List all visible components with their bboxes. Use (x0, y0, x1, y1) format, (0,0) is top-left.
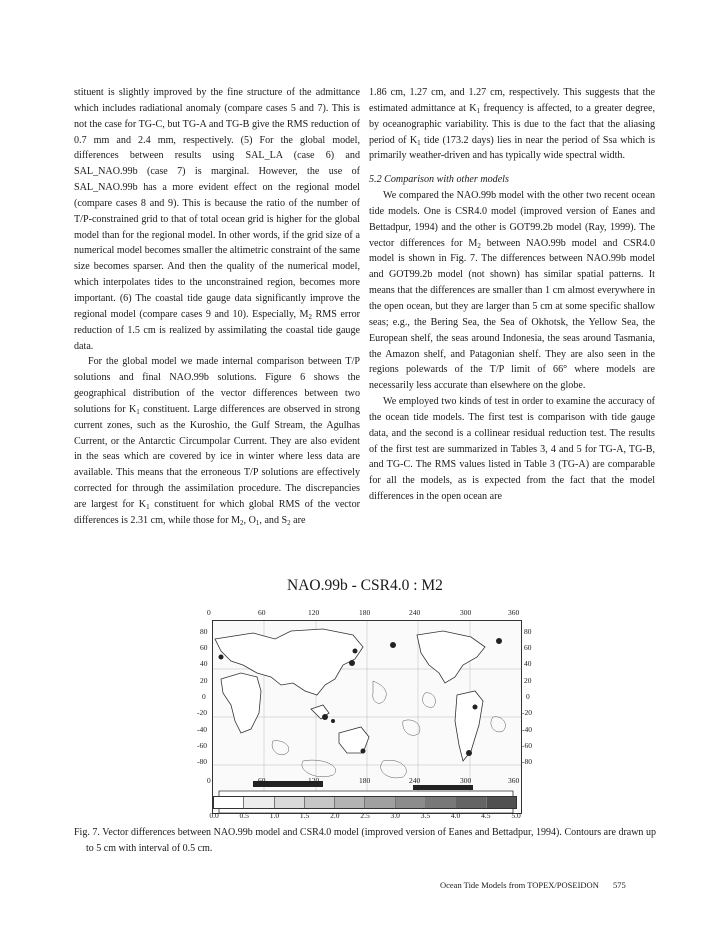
page-number: 575 (612, 880, 626, 890)
left-p2-f: are (290, 514, 306, 526)
subscript: 1 (255, 518, 260, 527)
colorbar-cell (244, 797, 274, 808)
colorbar-tick-label: 4.5 (481, 811, 491, 820)
subscript: 1 (476, 106, 481, 115)
colorbar-cell (365, 797, 395, 808)
lat-tick-right: 0 (526, 692, 530, 701)
colorbar-tick-label: 1.5 (299, 811, 310, 820)
lat-tick-right: 60 (524, 643, 532, 652)
colorbar (213, 796, 517, 809)
right-paragraph-2 (369, 188, 655, 394)
colorbar-cell (214, 797, 244, 808)
lat-tick-right: -60 (522, 741, 532, 750)
lon-tick-top: 240 (409, 608, 421, 617)
right-paragraph-1 (369, 85, 655, 164)
figure-title: NAO.99b - CSR4.0 : M2 (287, 577, 443, 594)
colorbar-tick-label: 5.0 (511, 811, 521, 820)
subscript: 2 (287, 518, 291, 527)
left-p2-b: constituent. Large differences are observed in strong current zones, such as the Kuroshio, the Gulf Stream, the Agulhas Current, or the Antarctic Circumpolar Current. They are also evident in the seas which are covered by ice in winter where less data are available. This means that the erroneous T/P solutions are effectively corrected for through the assimilation procedure. The discrepancies are largest for K (74, 403, 361, 510)
left-column (74, 85, 360, 529)
lat-tick-left: 20 (200, 676, 208, 685)
section-heading: 5.2 Comparison with other models (369, 174, 509, 186)
colorbar-cell (275, 797, 305, 808)
lat-tick-left: 80 (200, 627, 208, 636)
lat-tick-right: 80 (524, 627, 532, 636)
running-title: Ocean Tide Models from TOPEX/POSEIDON (440, 880, 599, 890)
subscript: 1 (417, 138, 421, 147)
lon-tick-top: 360 (508, 608, 520, 617)
right-column (369, 85, 655, 505)
right-p1-b: frequency is affected, to a greater degree, by oceanographic variability. This is due to the fact that the aliasing period of K (369, 102, 655, 146)
lat-tick-right: -80 (522, 757, 532, 766)
lat-tick-left: -60 (197, 741, 207, 750)
left-p1-end: RMS error reduction of 1.5 cm is realized by assimilating the coastal tide gauge data. (74, 308, 361, 352)
left-paragraph-1 (74, 85, 360, 354)
colorbar-cell (396, 797, 426, 808)
lat-tick-left: -80 (197, 757, 207, 766)
lat-tick-left: 60 (200, 643, 208, 652)
lon-tick-top: 120 (308, 608, 320, 617)
colorbar-tick-label: 2.5 (360, 811, 370, 820)
lon-tick-bottom: 240 (409, 776, 421, 785)
lon-tick-bottom: 300 (460, 776, 472, 785)
page-footer (440, 880, 626, 890)
colorbar-tick-label: 3.0 (390, 811, 400, 820)
left-paragraph-2 (74, 354, 360, 528)
lon-tick-bottom: 120 (308, 776, 320, 785)
right-p1-c: tide (173.2 days) lies in near the period of Ssa which is primarily weather-driven and has typically wide spectral width. (369, 134, 655, 162)
subscript: 1 (146, 502, 150, 511)
colorbar-tick-label: 0.0 (209, 811, 219, 820)
lon-tick-top: 60 (258, 608, 266, 617)
left-p2-c: constituent for which global RMS of the vector differences is 2.31 cm, while those for M (74, 498, 360, 526)
subscript: 2 (240, 518, 244, 527)
lon-tick-bottom: 0 (207, 776, 211, 785)
lon-tick-top: 0 (207, 608, 211, 617)
colorbar-cell (426, 797, 456, 808)
figure-caption: Fig. 7. Vector differences between NAO.99b model and CSR4.0 model (improved version of Eanes and Bettadpur, 1994). Contours are drawn up to 5 cm with interval of 0.5 cm. (74, 827, 656, 854)
lat-tick-right: -20 (522, 708, 532, 717)
figure-7 (194, 577, 536, 827)
right-p1-a: 1.86 cm, 1.27 cm, and 1.27 cm, respectively. This suggests that the estimated admittance at K (369, 87, 655, 114)
right-paragraph-3: We employed two kinds of test in order to examine the accuracy of the ocean tide models. The first test is comparison with tide gauge data, and the second is a collinear residual reduction test. The results of the first test are summarized in Tables 3, 4 and 5 for TG-A, TG-B, and TG-C. The RMS values listed in Table 3 (TG-A) are comparable for all the models, as is expected from the fact that the model differences in the open ocean are (369, 396, 655, 503)
lon-tick-bottom: 180 (359, 776, 371, 785)
colorbar-cell (305, 797, 335, 808)
colorbar-tick-label: 0.5 (239, 811, 249, 820)
lat-tick-left: -40 (197, 725, 207, 734)
colorbar-tick-label: 2.0 (330, 811, 340, 820)
lon-tick-top: 180 (359, 608, 371, 617)
right-p2-a: We compared the NAO.99b model with the other two recent ocean tide models. One is CSR4.0 model (improved version of Eanes and Bettadpur, 1994) and the other is GOT99.2b model (Ray, 1999). The vector differences for M (369, 190, 655, 249)
colorbar-cell (456, 797, 486, 808)
left-p2-e: , and S (259, 514, 288, 526)
lat-tick-left: 0 (202, 692, 206, 701)
colorbar-tick-label: 1.0 (269, 811, 280, 820)
right-p2-b: between NAO.99b model and CSR4.0 model is shown in Fig. 7. The differences between NAO.99b model and GOT99.2b model (not shown) has similar spatial patterns. It means that the differences are smaller than 1 cm almost everywhere in the open ocean, but they are larger than 5 cm at some specific shallow seas; e.g., the Bering Sea, the Sea of Okhotsk, the Yellow Sea, the European shelf, the seas around Indonesia, the seas around Tasmania, the Amazon shelf, and Patagonian shelf. They are also seen in the regions polewards of the T/P limit of 66° where models are necessarily less accurate than elsewhere on the globe. (369, 237, 655, 392)
left-p2-a: For the global model we made internal comparison between T/P solutions and final NAO.99b solutions. Figure 6 shows the geographical distribution of the vector differences between two solutions for K (74, 356, 360, 415)
lat-tick-right: 40 (524, 659, 532, 668)
lat-tick-left: 40 (200, 659, 208, 668)
lon-tick-top: 300 (460, 608, 472, 617)
lon-tick-bottom: 60 (258, 776, 266, 785)
left-p2-d: , O (243, 514, 256, 526)
lon-tick-bottom: 360 (508, 776, 520, 785)
lat-tick-right: -40 (522, 725, 532, 734)
colorbar-cell (335, 797, 365, 808)
lat-tick-left: -20 (197, 708, 207, 717)
lat-tick-right: 20 (524, 676, 532, 685)
colorbar-tick-label: 4.0 (450, 811, 461, 820)
colorbar-tick-label: 3.5 (420, 811, 431, 820)
subscript: 1 (136, 407, 140, 416)
subscript: 2 (477, 241, 481, 250)
subscript: 2 (308, 312, 312, 321)
colorbar-cell (487, 797, 516, 808)
left-p1-text: stituent is slightly improved by the fine structure of the admittance which includes radiational anomaly (compare cases 5 and 7). This is not the case for TG-C, but TG-A and TG-B give the RMS reduction of 0.7 mm and 2.4 mm, respectively. (5) For the global model, differences between results using SAL_LA (case 6) and SAL_NAO.99b (case 7) is marginal. However, the use of SAL_NAO.99b has a more evident effect on the regional model (compare cases 8 and 9). This is because the ratio of the number of T/P-constrained grid to that of total ocean grid is higher for the global model than for the regional model. In other words, if the grid size of a numerical model becomes smaller the altimetric constraint of the same size becomes sparser. And then the quality of the numerical model, which interpolates tides to the unconstrained region, becomes more important. (6) The coastal tide gauge data significantly improve the regional model (compare cases 9 and 10). Especially, M (74, 87, 360, 320)
